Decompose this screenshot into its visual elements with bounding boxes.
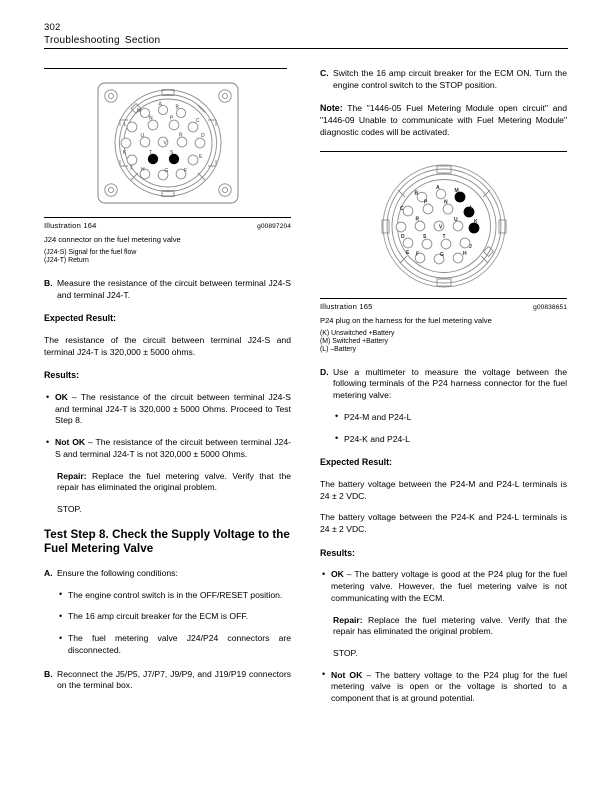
result-notok-label: Not OK: [55, 437, 86, 448]
illustration-164-description: J24 connector on the fuel metering valve: [44, 235, 181, 244]
illustration-165-caption-divider: [320, 298, 567, 299]
svg-text:U: U: [140, 133, 144, 139]
expected-result-heading-right: Expected Result:: [320, 457, 393, 468]
result-notok-text: The battery voltage to the P24 plug for the fuel metering valve is open or the voltage is shorted to a component that is at ground potential.: [331, 669, 567, 704]
svg-text:R: R: [178, 132, 183, 139]
svg-text:P: P: [423, 199, 427, 206]
stop-right: STOP.: [333, 647, 358, 658]
step-d-item: [320, 367, 567, 402]
condition-text: The fuel metering valve J24/P24 connectors are disconnected.: [68, 633, 291, 655]
step-a-letter: A.: [44, 568, 53, 579]
svg-text:P: P: [169, 115, 173, 122]
svg-text:J: J: [129, 165, 132, 172]
svg-text:B: B: [414, 190, 418, 197]
svg-text:A: A: [158, 101, 162, 108]
illustration-164-graphic: [44, 79, 291, 207]
svg-text:U: U: [453, 216, 458, 223]
svg-text:F: F: [183, 168, 187, 174]
condition-item-1: [57, 590, 291, 602]
stop-left: STOP.: [57, 503, 82, 514]
svg-text:E: E: [405, 249, 409, 256]
result-ok-dash: –: [67, 392, 81, 403]
highlighted-pins: [147, 154, 178, 164]
condition-item-2: [57, 611, 291, 623]
result-notok-text: The resistance of the circuit between terminal J24-S and terminal J24-T is not 320,000 ± 5000 Ohms.: [55, 437, 291, 459]
note-text: The "1446-05 Fuel Metering Module open circuit" and "1446-09 Unable to communicate with Fuel Metering Module" diagnostic codes will be activated.: [320, 103, 567, 137]
step-b-item: [44, 278, 291, 301]
illustration-164-number: Illustration 164: [44, 221, 97, 230]
result-notok-dash: –: [362, 669, 376, 680]
section-title: Troubleshooting Section: [44, 35, 161, 46]
step-b2-text: Reconnect the J5/P5, J7/P7, J9/P9, and J19/P19 connectors on the terminal box.: [57, 668, 291, 691]
right-column: [320, 68, 567, 705]
legend-line: (K) Unswitched +Battery: [320, 329, 395, 337]
bullet-icon: •: [335, 433, 339, 444]
repair-label-right: Repair:: [333, 614, 363, 625]
bullet-icon: •: [335, 411, 339, 422]
bullet-icon: •: [322, 669, 326, 680]
repair-text-right: Replace the fuel metering valve. Verify that the repair has eliminated the original problem.: [333, 614, 567, 637]
page-header: [44, 22, 568, 49]
svg-text:M: M: [136, 108, 141, 114]
step-b-letter: B.: [44, 277, 53, 288]
expected-result-heading-left: Expected Result:: [44, 313, 117, 324]
step-a-text: Ensure the following conditions:: [57, 568, 178, 579]
result-notok-right: [320, 670, 567, 705]
result-ok-right: [320, 569, 567, 604]
step-b-text: Measure the resistance of the circuit between terminal J24-S and terminal J24-T.: [57, 277, 291, 300]
illustration-165-number: Illustration 165: [320, 301, 373, 311]
result-ok-left: [44, 392, 291, 427]
repair-text-left: Replace the fuel metering valve. Verify that the repair has eliminated the original problem.: [57, 470, 291, 493]
step-a-item: [44, 568, 291, 580]
svg-text:V: V: [438, 224, 442, 231]
results-heading-right: Results:: [320, 547, 356, 558]
result-notok-dash: –: [85, 437, 96, 448]
svg-text:K: K: [473, 218, 478, 225]
svg-text:S: S: [422, 233, 426, 240]
bullet-icon: •: [59, 610, 63, 621]
bullet-icon: •: [59, 589, 63, 600]
svg-text:G: G: [164, 168, 168, 174]
left-column: [44, 68, 291, 692]
illustration-164-caption: [44, 221, 291, 232]
repair-block-left: [57, 471, 291, 494]
terminal-pair-text: P24-K and P24-L: [344, 433, 410, 444]
svg-text:G: G: [439, 251, 444, 258]
svg-text:N: N: [148, 115, 153, 122]
terminal-pair-2: [333, 434, 567, 446]
step-b2-letter: B.: [44, 668, 53, 679]
bullet-icon: •: [46, 436, 50, 447]
illustration-164-legend: [44, 249, 291, 266]
terminal-pair-1: [333, 412, 567, 424]
illustration-164-graphic-id: g00897204: [257, 223, 291, 230]
result-ok-text: The resistance of the circuit between terminal J24-S and terminal J24-T is 320,000 ± 5000 Ohms. Proceed to Test Step 8.: [55, 392, 292, 426]
illustration-165-graphic: [320, 162, 567, 290]
note-block: [320, 103, 567, 138]
illustration-165-description: P24 plug on the harness for the fuel metering valve: [320, 315, 492, 325]
result-notok-left: [44, 437, 291, 460]
svg-text:C: C: [195, 118, 200, 124]
result-ok-text: The battery voltage is good at the P24 plug for the fuel metering valve. However, the fuel metering valve is not communicating with the ECM.: [331, 569, 567, 603]
legend-line: (J24-S) Signal for the fuel flow: [44, 249, 137, 256]
step-d-letter: D.: [320, 366, 329, 377]
bullet-icon: •: [46, 391, 50, 402]
svg-text:M: M: [454, 187, 459, 194]
svg-text:C: C: [399, 205, 404, 212]
step-c-item: [320, 68, 567, 91]
svg-text:L: L: [123, 122, 127, 128]
terminal-pair-text: P24-M and P24-L: [344, 411, 412, 422]
condition-text: The 16 amp circuit breaker for the ECM is OFF.: [68, 611, 249, 622]
legend-line: (J24-T) Return: [44, 257, 89, 265]
expected-result-text-right-1: The battery voltage between the P24-M and P24-L terminals is 24 ± 2 VDC.: [320, 478, 567, 501]
svg-text:E: E: [198, 154, 202, 160]
test-step-8-heading: Test Step 8. Check the Supply Voltage to the Fuel Metering Valve: [44, 527, 290, 555]
svg-text:V: V: [163, 140, 167, 147]
svg-text:T: T: [148, 150, 152, 156]
step-c-letter: C.: [320, 68, 329, 78]
svg-text:N: N: [443, 199, 448, 206]
repair-block-right: [333, 615, 567, 638]
svg-text:J: J: [468, 243, 472, 250]
svg-text:F: F: [415, 251, 419, 258]
header-divider: [44, 48, 568, 49]
condition-text: The engine control switch is in the OFF/RESET position.: [68, 589, 283, 600]
expected-result-text-left: The resistance of the circuit between terminal J24-S and terminal J24-T is 320,000 ± 5000 ohms.: [44, 334, 291, 357]
step-b2-item: [44, 669, 291, 692]
condition-item-3: [57, 633, 291, 656]
bullet-icon: •: [322, 568, 326, 579]
page-number: 302: [44, 22, 61, 33]
svg-text:D: D: [200, 133, 205, 139]
step-c-text: Switch the 16 amp circuit breaker for the ECM ON. Turn the engine control switch to the STOP position.: [333, 68, 567, 90]
expected-result-text-right-2: The battery voltage between the P24-K and P24-L terminals is 24 ± 2 VDC.: [320, 512, 567, 535]
bullet-icon: •: [59, 632, 63, 643]
illustration-165-caption: [320, 302, 567, 313]
results-heading-left: Results:: [44, 370, 80, 381]
svg-text:R: R: [415, 216, 419, 223]
legend-line: (M) Switched +Battery: [320, 337, 388, 345]
svg-text:T: T: [442, 233, 446, 240]
illustration-164-caption-divider: [44, 217, 291, 218]
illustration-165-legend: [320, 330, 567, 355]
legend-line: (L) –Battery: [320, 346, 356, 354]
svg-text:S: S: [169, 150, 173, 156]
svg-text:L: L: [469, 204, 473, 211]
result-ok-dash: –: [343, 569, 355, 580]
svg-text:H: H: [140, 167, 145, 173]
result-notok-label: Not OK: [331, 669, 363, 680]
repair-label-left: Repair:: [57, 470, 87, 481]
note-label: Note:: [320, 103, 343, 114]
svg-text:K: K: [122, 150, 126, 156]
result-ok-label: OK: [55, 392, 68, 403]
svg-text:H: H: [462, 250, 467, 257]
svg-text:D: D: [400, 233, 405, 240]
result-ok-label: OK: [331, 569, 344, 580]
step-d-text: Use a multimeter to measure the voltage between the following terminals of the P24 harness connector for the fuel metering valve:: [333, 366, 567, 401]
svg-text:B: B: [175, 104, 179, 111]
illustration-165-graphic-id: g00838651: [533, 303, 567, 311]
svg-text:A: A: [435, 184, 440, 191]
